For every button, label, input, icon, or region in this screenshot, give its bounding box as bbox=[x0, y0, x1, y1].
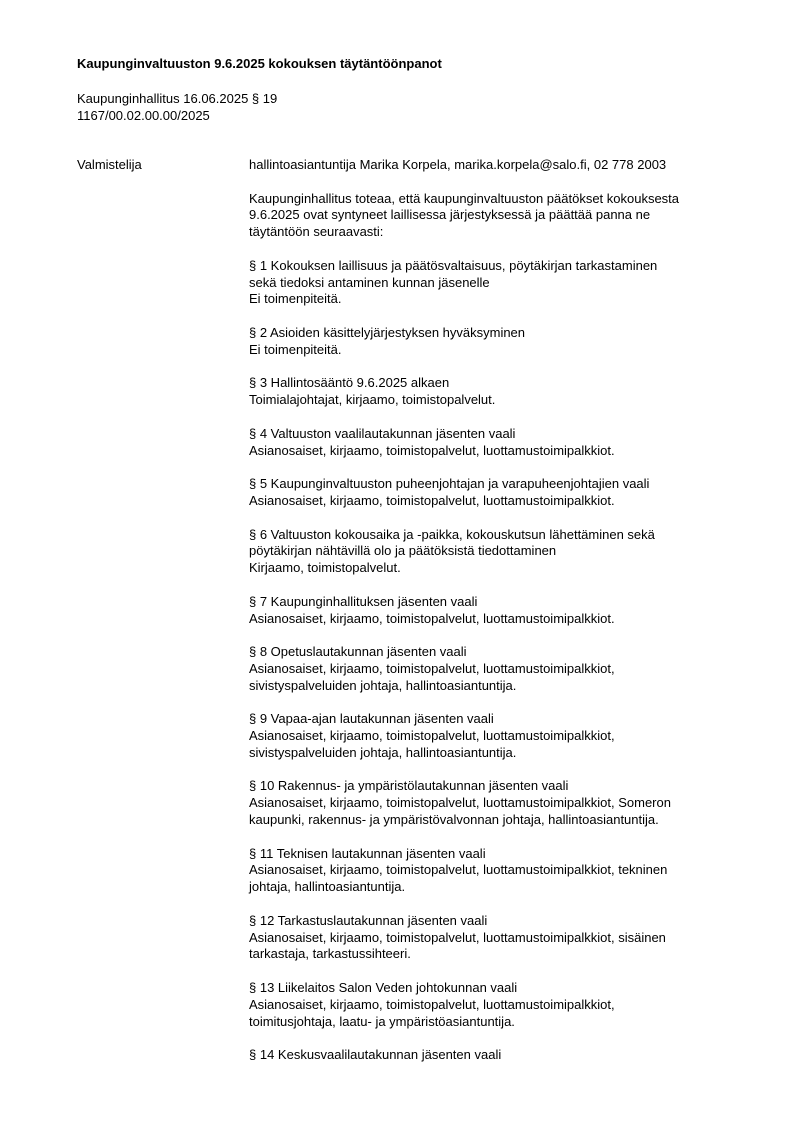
section-item bbox=[249, 644, 749, 694]
section-item bbox=[249, 594, 749, 628]
meeting-reference: Kaupunginhallitus 16.06.2025 § 19 bbox=[77, 91, 278, 106]
section-heading: § 7 Kaupunginhallituksen jäsenten vaali bbox=[249, 593, 478, 609]
text-line: Kaupunginhallitus toteaa, että kaupunginvaltuuston päätökset kokouksesta bbox=[249, 190, 680, 206]
section-heading: § 9 Vapaa-ajan lautakunnan jäsenten vaali bbox=[249, 711, 494, 727]
section-item bbox=[249, 980, 749, 1030]
section-heading: § 4 Valtuuston vaalilautakunnan jäsenten vaali bbox=[249, 425, 516, 441]
document-body bbox=[249, 157, 749, 1081]
text-line: 9.6.2025 ovat syntyneet laillisessa järjestyksessä ja päättää panna ne bbox=[249, 207, 651, 223]
section-item bbox=[249, 1047, 749, 1064]
document-title: Kaupunginvaltuuston 9.6.2025 kokouksen täytäntöönpanot bbox=[77, 56, 442, 71]
text-line: Asianosaiset, kirjaamo, toimistopalvelut, luottamustoimipalkkiot. bbox=[249, 610, 615, 626]
section-item bbox=[249, 913, 749, 963]
text-line: Ei toimenpiteitä. bbox=[249, 291, 342, 307]
preparer-contact bbox=[249, 157, 749, 174]
text-line: Asianosaiset, kirjaamo, toimistopalvelut, luottamustoimipalkkiot, Someron bbox=[249, 795, 671, 811]
text-line: toimitusjohtaja, laatu- ja ympäristöasiantuntija. bbox=[249, 1013, 515, 1029]
section-heading: § 6 Valtuuston kokousaika ja -paikka, kokouskutsun lähettäminen sekä bbox=[249, 526, 655, 542]
section-item bbox=[249, 527, 749, 577]
text-line: hallintoasiantuntija Marika Korpela, marika.korpela@salo.fi, 02 778 2003 bbox=[249, 157, 667, 172]
section-heading: § 5 Kaupunginvaltuuston puheenjohtajan ja varapuheenjohtajien vaali bbox=[249, 476, 650, 492]
text-line: Toimialajohtajat, kirjaamo, toimistopalvelut. bbox=[249, 392, 496, 408]
text-line: tarkastaja, tarkastussihteeri. bbox=[249, 946, 411, 962]
section-item bbox=[249, 846, 749, 896]
text-line: Asianosaiset, kirjaamo, toimistopalvelut, luottamustoimipalkkiot. bbox=[249, 492, 615, 508]
text-line: Asianosaiset, kirjaamo, toimistopalvelut, luottamustoimipalkkiot, bbox=[249, 728, 615, 744]
text-line: Asianosaiset, kirjaamo, toimistopalvelut, luottamustoimipalkkiot, bbox=[249, 660, 615, 676]
text-line: pöytäkirjan nähtävillä olo ja päätöksistä tiedottaminen bbox=[249, 543, 557, 559]
section-item bbox=[249, 711, 749, 761]
text-line: Asianosaiset, kirjaamo, toimistopalvelut, luottamustoimipalkkiot, bbox=[249, 996, 615, 1012]
section-heading: § 1 Kokouksen laillisuus ja päätösvaltaisuus, pöytäkirjan tarkastaminen bbox=[249, 257, 658, 273]
section-item bbox=[249, 258, 749, 308]
text-line: Asianosaiset, kirjaamo, toimistopalvelut, luottamustoimipalkkiot. bbox=[249, 442, 615, 458]
text-line: sekä tiedoksi antaminen kunnan jäsenelle bbox=[249, 274, 490, 290]
text-line: Asianosaiset, kirjaamo, toimistopalvelut, luottamustoimipalkkiot, sisäinen bbox=[249, 929, 666, 945]
section-item bbox=[249, 426, 749, 460]
section-heading: § 8 Opetuslautakunnan jäsenten vaali bbox=[249, 644, 467, 660]
text-line: kaupunki, rakennus- ja ympäristövalvonnan johtaja, hallintoasiantuntija. bbox=[249, 812, 659, 828]
text-line: sivistyspalveluiden johtaja, hallintoasiantuntija. bbox=[249, 677, 517, 693]
case-number: 1167/00.02.00.00/2025 bbox=[77, 107, 210, 123]
document-meta bbox=[77, 91, 277, 125]
text-line: täytäntöön seuraavasti: bbox=[249, 224, 384, 240]
section-heading: § 3 Hallintosääntö 9.6.2025 alkaen bbox=[249, 375, 450, 391]
text-line: Asianosaiset, kirjaamo, toimistopalvelut, luottamustoimipalkkiot, tekninen bbox=[249, 862, 668, 878]
text-line: johtaja, hallintoasiantuntija. bbox=[249, 879, 406, 895]
section-item bbox=[249, 778, 749, 828]
section-item bbox=[249, 476, 749, 510]
section-heading: § 10 Rakennus- ja ympäristölautakunnan jäsenten vaali bbox=[249, 778, 569, 794]
decision-intro bbox=[249, 191, 749, 241]
section-heading: § 13 Liikelaitos Salon Veden johtokunnan vaali bbox=[249, 980, 518, 996]
preparer-label: Valmistelija bbox=[77, 157, 142, 172]
text-line: sivistyspalveluiden johtaja, hallintoasiantuntija. bbox=[249, 744, 517, 760]
section-heading: § 14 Keskusvaalilautakunnan jäsenten vaali bbox=[249, 1047, 502, 1063]
section-item bbox=[249, 325, 749, 359]
text-line: Ei toimenpiteitä. bbox=[249, 341, 342, 357]
section-heading: § 2 Asioiden käsittelyjärjestyksen hyväksyminen bbox=[249, 324, 526, 340]
text-line: Kirjaamo, toimistopalvelut. bbox=[249, 560, 401, 576]
section-heading: § 11 Teknisen lautakunnan jäsenten vaali bbox=[249, 845, 486, 861]
section-heading: § 12 Tarkastuslautakunnan jäsenten vaali bbox=[249, 912, 488, 928]
section-item bbox=[249, 375, 749, 409]
